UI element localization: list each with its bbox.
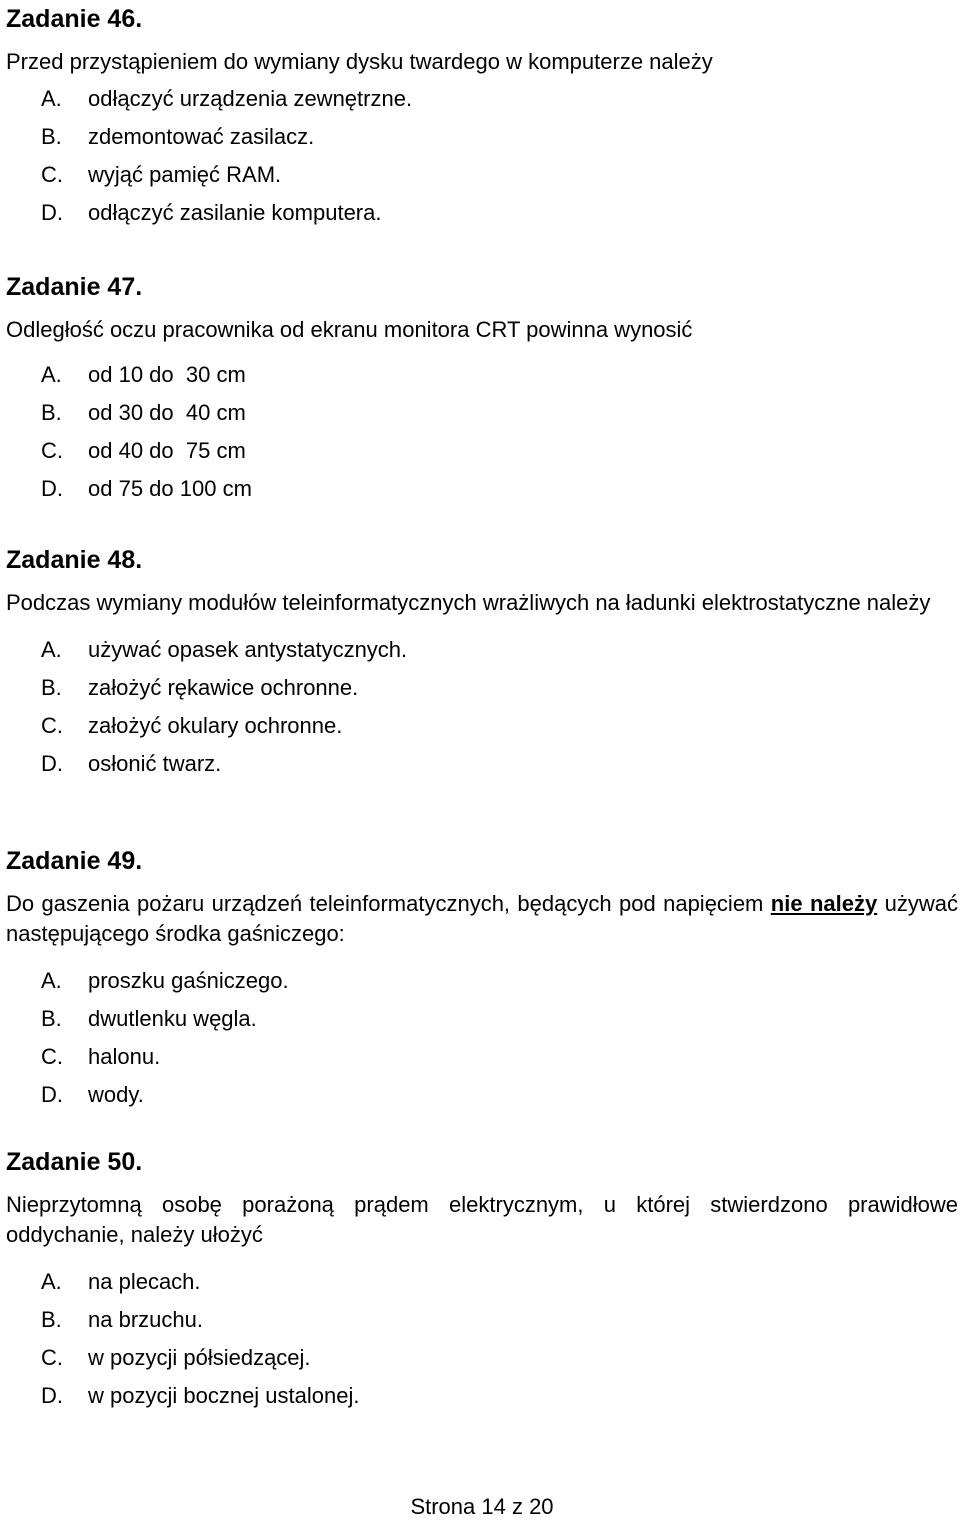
answer-text: założyć rękawice ochronne. (88, 675, 359, 700)
answer-b (6, 1000, 958, 1038)
answer-letter: C. (41, 713, 63, 738)
task-title: Zadanie 47. (6, 273, 143, 301)
answer-d (6, 470, 958, 508)
answer-letter: C. (41, 162, 63, 187)
task-title: Zadanie 50. (6, 1148, 143, 1176)
answer-b (6, 1301, 958, 1339)
answer-text: odłączyć urządzenia zewnętrzne. (88, 86, 413, 111)
question-text: używać następującego środka gaśniczego: (6, 891, 958, 946)
emphasis-space (803, 891, 810, 916)
answer-text: od 30 do 40 cm (88, 400, 246, 425)
answer-text: wody. (88, 1082, 144, 1107)
answer-d (6, 745, 958, 783)
answer-b (6, 394, 958, 432)
answer-letter: D. (41, 476, 63, 501)
answer-a (6, 80, 958, 118)
task-question: Odległość oczu pracownika od ekranu monitora CRT powinna wynosić (6, 317, 693, 342)
task-47 (6, 272, 958, 508)
answer-text: wyjąć pamięć RAM. (88, 162, 282, 187)
answer-letter: A. (41, 968, 62, 993)
answer-a (6, 356, 958, 394)
task-48 (6, 545, 958, 783)
answer-letter: A. (41, 86, 62, 111)
answer-d (6, 194, 958, 232)
answer-c (6, 707, 958, 745)
answer-letter: C. (41, 1044, 63, 1069)
answer-list (6, 356, 958, 508)
answer-d (6, 1377, 958, 1415)
answer-text: w pozycji półsiedzącej. (88, 1345, 311, 1370)
answer-text: dwutlenku węgla. (88, 1006, 257, 1031)
task-question (6, 889, 958, 949)
answer-letter: D. (41, 200, 63, 225)
answer-text: osłonić twarz. (88, 751, 222, 776)
answer-b (6, 118, 958, 156)
answer-text: odłączyć zasilanie komputera. (88, 200, 382, 225)
answer-letter: B. (41, 124, 62, 149)
question-text: Do gaszenia pożaru urządzeń teleinformatycznych, będących pod napięciem (6, 891, 771, 916)
answer-text: na plecach. (88, 1269, 201, 1294)
answer-a (6, 631, 958, 669)
answer-letter: B. (41, 1307, 62, 1332)
answer-text: halonu. (88, 1044, 161, 1069)
answer-letter: A. (41, 362, 62, 387)
emphasis-not: nie (770, 891, 803, 916)
answer-list (6, 962, 958, 1114)
answer-letter: B. (41, 1006, 62, 1031)
answer-list (6, 80, 958, 232)
answer-text: od 75 do 100 cm (88, 476, 252, 501)
task-46 (6, 4, 958, 232)
answer-a (6, 962, 958, 1000)
answer-letter: D. (41, 751, 63, 776)
answer-text: na brzuchu. (88, 1307, 203, 1332)
answer-d (6, 1076, 958, 1114)
answer-letter: D. (41, 1082, 63, 1107)
answer-list (6, 1263, 958, 1415)
answer-letter: C. (41, 438, 63, 463)
answer-text: od 40 do 75 cm (88, 438, 246, 463)
answer-letter: C. (41, 1345, 63, 1370)
answer-text: zdemontować zasilacz. (88, 124, 315, 149)
answer-letter: B. (41, 400, 62, 425)
answer-text: od 10 do 30 cm (88, 362, 246, 387)
answer-letter: A. (41, 637, 62, 662)
answer-c (6, 1038, 958, 1076)
answer-letter: B. (41, 675, 62, 700)
answer-text: założyć okulary ochronne. (88, 713, 343, 738)
task-title: Zadanie 48. (6, 546, 143, 574)
task-title: Zadanie 49. (6, 847, 143, 875)
task-question: Przed przystąpieniem do wymiany dysku twardego w komputerze należy (6, 49, 713, 74)
answer-text: używać opasek antystatycznych. (88, 637, 408, 662)
task-49 (6, 846, 958, 1114)
answer-b (6, 669, 958, 707)
answer-letter: A. (41, 1269, 62, 1294)
answer-text: w pozycji bocznej ustalonej. (88, 1383, 360, 1408)
answer-c (6, 432, 958, 470)
task-question: Podczas wymiany modułów teleinformatycznych wrażliwych na ładunki elektrostatyczne należy (6, 590, 931, 615)
page-number: Strona 14 z 20 (410, 1494, 554, 1519)
task-title: Zadanie 46. (6, 5, 143, 33)
task-50 (6, 1147, 958, 1415)
answer-list (6, 631, 958, 783)
answer-letter: D. (41, 1383, 63, 1408)
answer-c (6, 156, 958, 194)
answer-text: proszku gaśniczego. (88, 968, 289, 993)
page-footer (0, 1492, 960, 1522)
answer-a (6, 1263, 958, 1301)
answer-c (6, 1339, 958, 1377)
task-question: Nieprzytomną osobę porażoną prądem elektrycznym, u której stwierdzono prawidłowe oddychanie, należy ułożyć (6, 1192, 958, 1247)
emphasis-should: należy (809, 891, 878, 916)
